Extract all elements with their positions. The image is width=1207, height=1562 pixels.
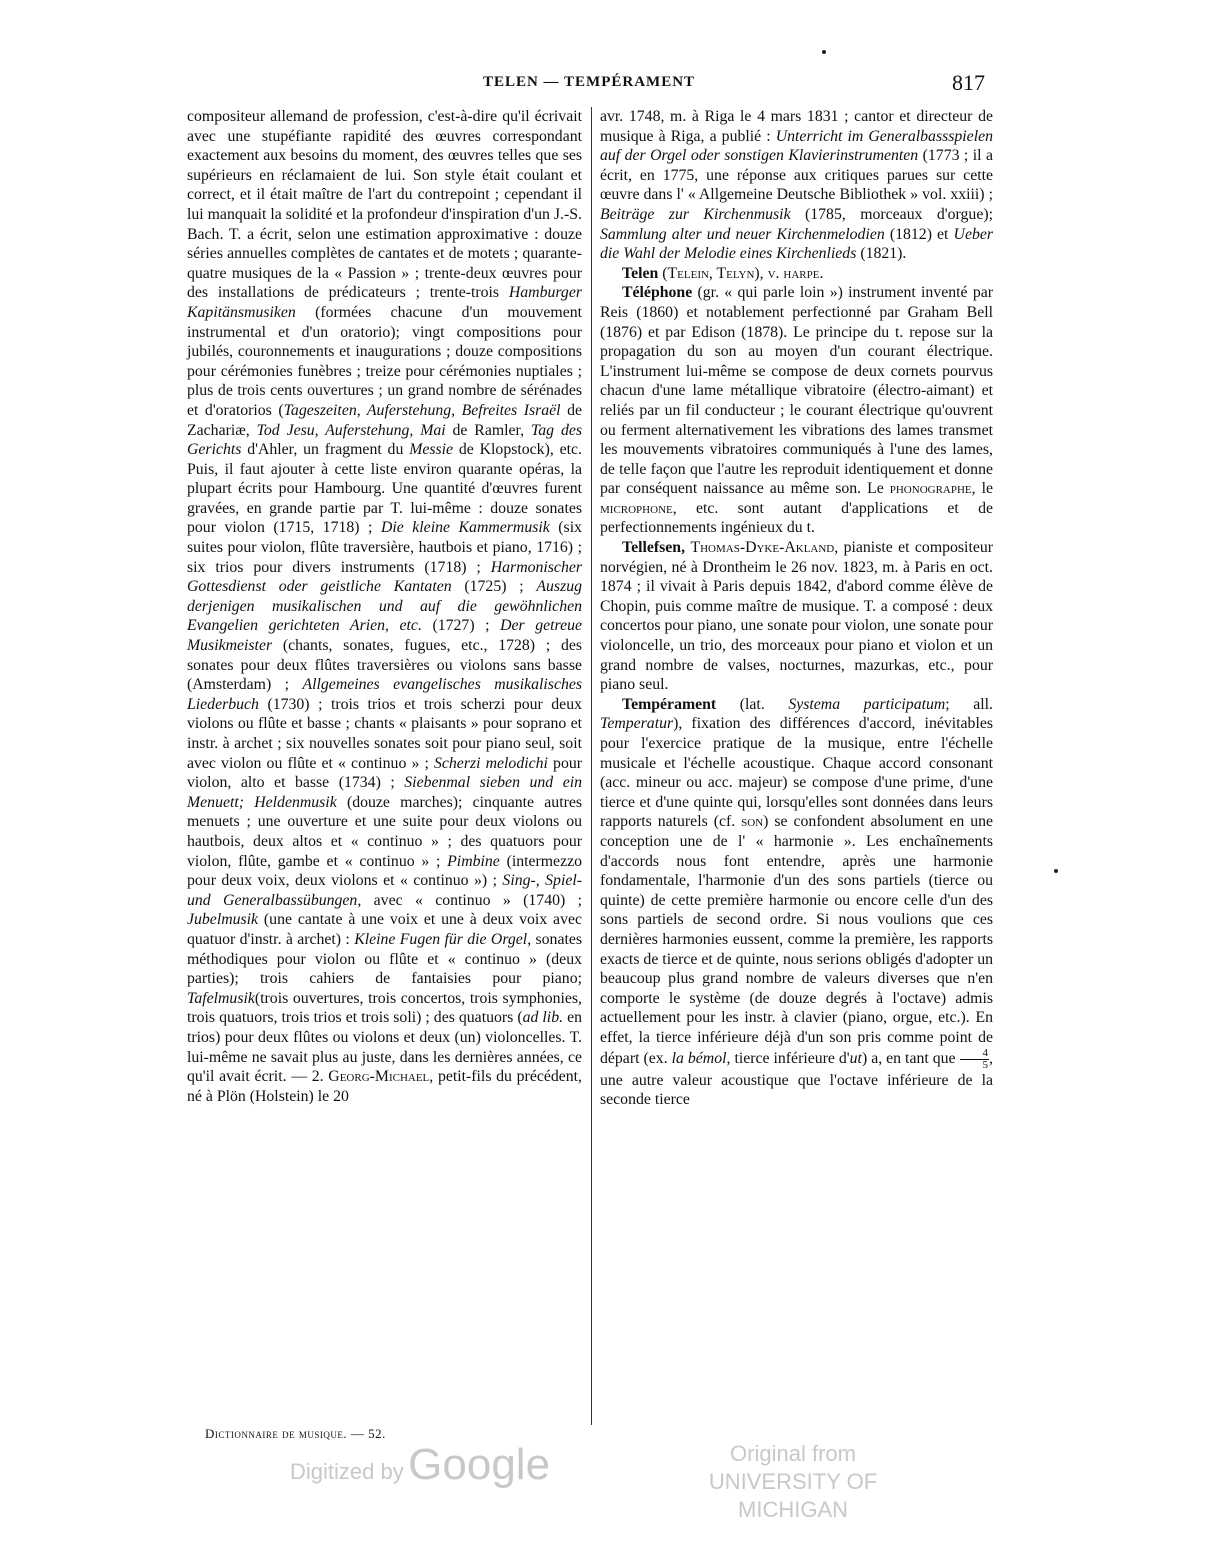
google-watermark: Digitized by Google: [290, 1440, 551, 1489]
headword: Tellefsen,: [622, 539, 686, 557]
headword: Telen: [622, 264, 659, 282]
left-column: [187, 107, 582, 1106]
entry-telen: Telen (Telein, Telyn), v. harpe.: [622, 264, 824, 282]
column-rule: [591, 107, 592, 1425]
fraction: $\frac{4}{5}$: [960, 1048, 990, 1071]
university-watermark: Original from UNIVERSITY OF MICHIGAN: [708, 1441, 878, 1522]
entry-temperament: Tempérament (lat. Systema participatum; all. Temperatur), fixation des différences d'accord, inévitables pour l'exercice pratique de la musique, entre l'échelle musicale et l'échelle acoustique. Chaque accord consonant (acc. mineur ou acc. majeur) se compose d'une prime, d'une tierce et d'une quinte qui, lorsqu'elles sont données dans leurs rapports naturels (cf. son) se confondent absolument en une conception une de l' « harmonie ». Les enchaînements d'accords nous font entendre, après une harmonie fondamentale, l'harmonie d'un des sons partiels (tierce ou quinte) de cette première harmonie ou encore celle d'un des sons partiels de second ordre. Si nous voulions que ces dernières harmonies eussent, comme la première, les rapports exacts de tierce et de quinte, nous serions obligés d'adopter un beaucoup plus grand nombre de valeurs diverses que n'en comporte le système (de douze degrés à l'octave) admis actuellement pour les instr. à clavier (piano, orgue, etc.). En effet, la tierce inférieure déjà d'un son pris comme point de départ (ex. la bémol, tierce inférieure d'ut) a, en tant que $\frac{4}{5}$ , une autre valeur acoustique que l'octave inférieure de la seconde tierce: [600, 695, 994, 1109]
entry-tellefsen: Tellefsen, Thomas-Dyke-Akland, pianiste et compositeur norvégien, né à Drontheim le 26 nov. 1823, m. à Paris en oct. 1874 ; il vivait à Paris depuis 1842, d'abord comme élève de Chopin, puis comme maître de musique. T. a composé : deux concertos pour piano, une sonate pour violon, une sonate pour violoncelle, un trio, des morceaux pour piano et violon et un grand nombre de valses, nocturnes, mazurkas, etc., pour piano seul.: [600, 539, 993, 694]
signature-mark: Dictionnaire de musique. — 52.: [205, 1426, 386, 1441]
page-header: [185, 70, 993, 104]
speck-mark: [822, 50, 826, 54]
page-number: 817: [952, 70, 985, 95]
speck-mark: [1054, 869, 1058, 873]
right-column: [600, 107, 993, 1110]
entry-telephone: Téléphone (gr. « qui parle loin ») instrument inventé par Reis (1860) et notablement perfectionné par Graham Bell (1876) et par Edison (1878). Le principe du t. repose sur la propagation du son au moyen d'un courant électrique. L'instrument lui-même se compose de deux cornets pourvus chacun d'une lame métallique vibratoire (électro-aimant) et reliés par un fil conducteur ; le courant électrique qu'ouvrent ou ferment alternativement les vibrations des lames transmet les mouvements vibratoires communiqués à l'une des lames, de telle façon que l'autre les reproduit identiquement et donne par conséquent naissance au même son. Le phonographe, le microphone, etc. sont autant d'applications et de perfectionnements ingénieux du t.: [600, 284, 994, 537]
running-head: TELEN — TEMPÉRAMENT: [482, 74, 696, 90]
telemann-continuation: compositeur allemand de profession, c'est-à-dire qu'il écrivait avec une stupéfiante rapidité des œuvres correspondant exactement aux besoins du moment, des œuvres telles que ses supérieurs en réclamaient de lui. Son style était coulant et correct, et il était maître de l'art du contrepoint ; cependant il lui manquait la solidité et la profondeur d'inspiration d'un J.-S. Bach. T. a écrit, selon une estimation approximative : douze séries annuelles complètes de cantates et de motets ; quarante-quatre musiques de la « Passion » ; trente-deux œuvres pour des installations de prédicateurs ; trente-trois Hamburger Kapitänsmusiken (formées chacune d'un mouvement instrumental et d'un oratorio); vingt compositions pour jubilés, couronnements et inaugurations ; douze compositions pour cérémonies funèbres ; treize pour cérémonies nuptiales ; plus de trois cents ouvertures ; un grand nombre de sérénades et d'oratorios (Tageszeiten, Auferstehung, Befreites Israël de Zachariæ, Tod Jesu, Auferstehung, Mai de Ramler, Tag des Gerichts d'Ahler, un fragment du Messie de Klopstock), etc. Puis, il faut ajouter à cette liste environ quarante opéras, la plupart écrits pour Hambourg. Une quantité d'œuvres furent gravées, en grande partie par T. lui-même : douze sonates pour violon (1715, 1718) ; Die kleine Kammermusik (six suites pour violon, flûte traversière, hautbois et piano, 1716) ; six trios pour divers instruments (1718) ; Harmonischer Gottesdienst oder geistliche Kantaten (1725) ; Auszug derjenigen musikalischen und auf die gewöhnlichen Evangelien gerichteten Arien, etc. (1727) ; Der getreue Musikmeister (chants, sonates, fugues, etc., 1728) ; des sonates pour deux flûtes traversières ou violons sans basse (Amsterdam) ; Allgemeines evangelisches musikalisches Liederbuch (1730) ; trois trios et trois scherzi pour deux violons ou flûte et basse ; chants « plaisants » pour soprano et instr. à archet ; six nouvelles sonates soit pour piano seul, soit avec violon ou flûte et « continuo » ; Scherzi melodichi pour violon, alto et basse (1734) ; Siebenmal sieben und ein Menuett; Heldenmusik (douze marches); cinquante autres menuets ; une ouverture et une suite pour deux violons ou hautbois, deux altos et « continuo » ; des quatuors pour violon, flûte, gambe et « continuo » ; Pimbine (intermezzo pour deux voix, deux violons et « continuo ») ; Sing-, Spiel- und Generalbassübungen, avec « continuo » (1740) ; Jubelmusik (une cantate à une voix et une à deux voix avec quatuor d'instr. à archet) : Kleine Fugen für die Orgel, sonates méthodiques pour violon ou flûte et « continuo » (deux parties); trois cahiers de fantaisies pour piano; Tafelmusik(trois ouvertures, trois concertos, trois symphonies, trois quatuors, trois trios et trois soli) ; des quatuors (ad lib. en trios) pour deux flûtes ou violons et deux (un) violoncelles. T. lui-même ne savait plus au juste, dans les dernières années, ce qu'il avait écrit. — 2. Georg-Michael, petit-fils du précédent, né à Plön (Holstein) le 20: [187, 108, 583, 1105]
google-logo-text: Google: [408, 1440, 551, 1489]
headword: Tempérament: [622, 695, 717, 713]
telemann-grandson-continuation: avr. 1748, m. à Riga le 4 mars 1831 ; cantor et directeur de musique à Riga, a publié : Unterricht im Generalbassspielen auf der Orgel oder sonstigen Klavierinstrumenten (1773 ; il a écrit, en 1775, une réponse aux critiques parues sur cette œuvre dans l' « Allgemeine Deutsche Bibliothek » vol. xxiii) ; Beiträge zur Kirchenmusik (1785, morceaux d'orgue); Sammlung alter und neuer Kirchenmelodien (1812) et Ueber die Wahl der Melodie eines Kirchenlieds (1821).: [600, 108, 994, 263]
headword: Téléphone: [622, 284, 693, 302]
